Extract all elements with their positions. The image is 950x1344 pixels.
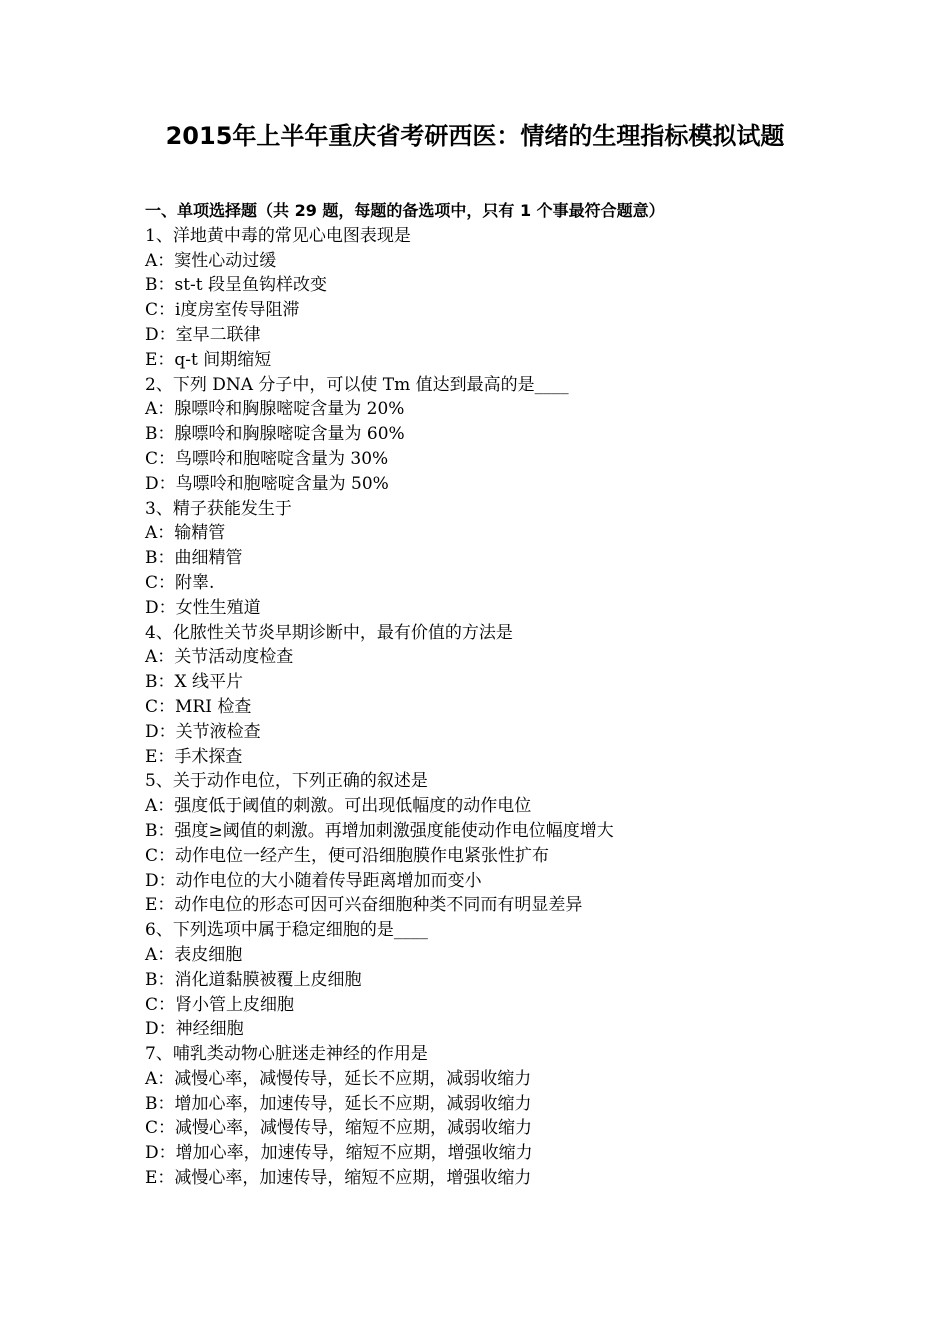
option-b: B：增加心率，加速传导，延长不应期，减弱收缩力 [145,1093,532,1114]
question-stem: 4、化脓性关节炎早期诊断中，最有价值的方法是 [145,622,513,643]
document-title: 2015年上半年重庆省考研西医：情绪的生理指标模拟试题 [165,122,785,150]
option-c: C：鸟嘌呤和胞嘧啶含量为 30% [145,448,389,469]
document-content [145,199,865,1191]
option-a: A：窦性心动过缓 [145,250,277,271]
option-e: E：减慢心率，加速传导，缩短不应期，增强收缩力 [145,1168,532,1189]
option-c: C：ⅰ度房室传导阻滞 [145,300,300,321]
option-e: E：手术探查 [145,746,243,767]
option-b: B：X 线平片 [145,672,243,693]
option-a: A：表皮细胞 [145,944,243,965]
option-b: B：st-t 段呈鱼钩样改变 [145,275,328,296]
option-b: B：曲细精管 [145,548,243,569]
option-e: E：q-t 间期缩短 [145,349,272,370]
section-heading: 一、单项选择题（共 29 题，每题的备选项中，只有 1 个事最符合题意） [145,201,665,220]
option-b: B：消化道黏膜被覆上皮细胞 [145,969,362,990]
option-a: A：腺嘌呤和胸腺嘧啶含量为 20% [145,399,405,420]
option-c: C：肾小管上皮细胞 [145,994,295,1015]
option-c: C：减慢心率，减慢传导，缩短不应期，减弱收缩力 [145,1118,533,1139]
option-a: A：强度低于阈值的刺激。可出现低幅度的动作电位 [145,796,532,817]
option-d: D：鸟嘌呤和胞嘧啶含量为 50% [145,473,389,494]
option-c: C：动作电位一经产生，便可沿细胞膜作电紧张性扩布 [145,845,550,866]
option-c: C：MRI 检查 [145,696,252,717]
option-d: D：神经细胞 [145,1019,244,1040]
question-7 [145,1042,865,1191]
question-stem: 2、下列 DNA 分子中，可以使 Tm 值达到最高的是____ [145,374,569,395]
option-c: C：附睾. [145,572,215,593]
question-6 [145,918,865,1042]
question-stem: 6、下列选项中属于稳定细胞的是____ [145,920,428,941]
option-a: A：输精管 [145,523,226,544]
question-4 [145,621,865,770]
option-a: A：减慢心率，减慢传导，延长不应期，减弱收缩力 [145,1068,532,1089]
option-b: B：腺嘌呤和胸腺嘧啶含量为 60% [145,424,405,445]
option-b: B：强度≥阈值的刺激。再增加刺激强度能使动作电位幅度增大 [145,820,614,841]
option-e: E：动作电位的形态可因可兴奋细胞种类不同而有明显差异 [145,895,583,916]
option-d: D：女性生殖道 [145,597,261,618]
question-3 [145,497,865,621]
option-d: D：关节液检查 [145,721,261,742]
option-d: D：室早二联律 [145,324,261,345]
option-a: A：关节活动度检查 [145,647,294,668]
question-stem: 7、哺乳类动物心脏迷走神经的作用是 [145,1044,428,1065]
question-5 [145,769,865,918]
question-stem: 1、洋地黄中毒的常见心电图表现是 [145,225,411,246]
option-d: D：增加心率，加速传导，缩短不应期，增强收缩力 [145,1143,533,1164]
option-d: D：动作电位的大小随着传导距离增加而变小 [145,870,482,891]
question-2 [145,373,865,497]
question-stem: 5、关于动作电位，下列正确的叙述是 [145,771,428,792]
question-stem: 3、精子获能发生于 [145,498,292,519]
question-1 [145,224,865,373]
